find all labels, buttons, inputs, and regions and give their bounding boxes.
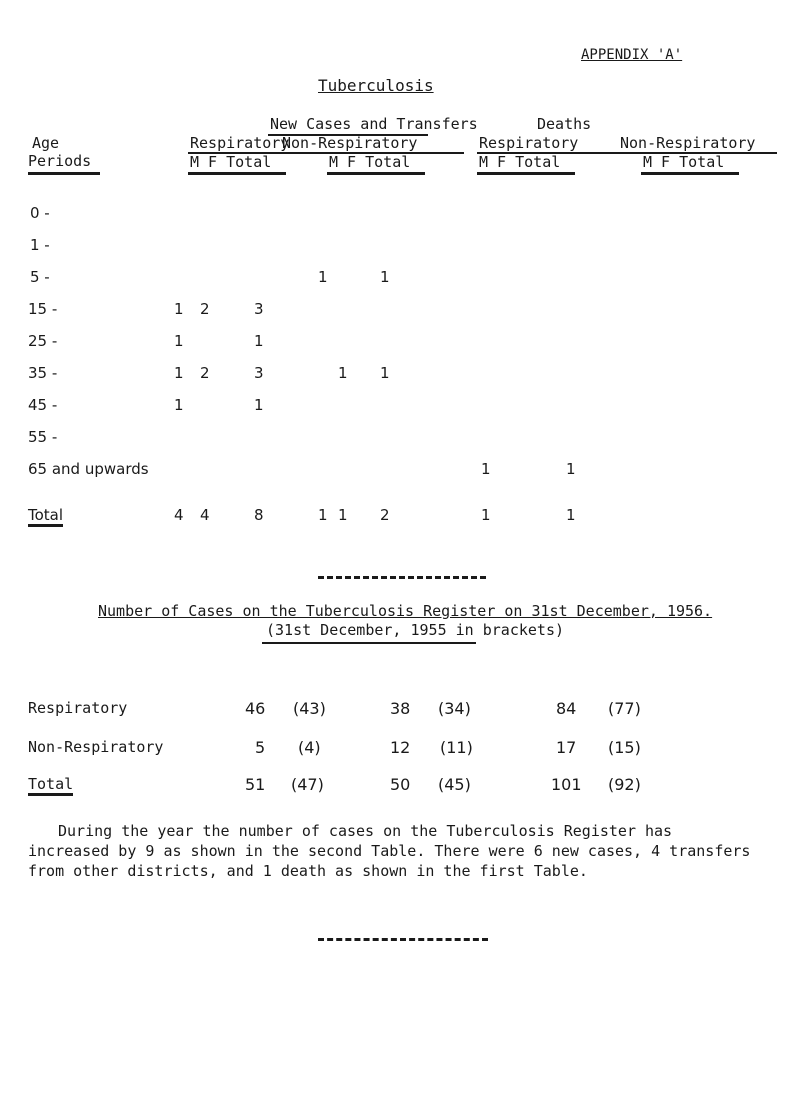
- register-subheading-rule: [262, 642, 476, 644]
- register-label: Respiratory: [28, 699, 128, 717]
- colhead-rule-1: [188, 172, 286, 175]
- age-label: 5 -: [30, 268, 50, 286]
- register-f-prev: (45): [438, 775, 471, 794]
- age-label: 65 and upwards: [28, 460, 149, 478]
- colhead-rule-4: [641, 172, 739, 175]
- register-m: 46: [245, 699, 266, 718]
- colhead-deaths-nonresp: M F Total: [643, 153, 725, 171]
- cell-total-deaths-resp-m: 1: [481, 506, 491, 524]
- cell-total-new-resp-m: 4: [174, 506, 184, 524]
- cell-total-new-nonresp-m: 1: [318, 506, 328, 524]
- header-new-nonresp: Non-Respiratory: [282, 134, 418, 152]
- cell-new-nonresp-total: 1: [380, 268, 390, 286]
- cell-new-resp-m: 1: [174, 396, 184, 414]
- cell-total-deaths-resp-total: 1: [566, 506, 576, 524]
- cell-new-nonresp-f: 1: [338, 364, 348, 382]
- register-label: Non-Respiratory: [28, 738, 164, 756]
- register-heading: Number of Cases on the Tuberculosis Register on 31st December, 1956.: [98, 602, 713, 620]
- paragraph-line: During the year the number of cases on the Tuberculosis Register has: [58, 822, 673, 840]
- register-m-prev: (43): [293, 699, 326, 718]
- colhead-new-nonresp: M F Total: [329, 153, 411, 171]
- header-age: Age: [32, 134, 60, 152]
- header-periods: Periods: [28, 152, 92, 170]
- colhead-rule-3: [477, 172, 575, 175]
- colhead-rule-2: [327, 172, 425, 175]
- age-label: 15 -: [28, 300, 58, 318]
- cell-new-resp-total: 1: [254, 332, 264, 350]
- register-m: 51: [245, 775, 266, 794]
- paragraph-line: increased by 9 as shown in the second Table. There were 6 new cases, 4 transfers: [28, 842, 751, 860]
- register-m-prev: (47): [291, 775, 324, 794]
- footer-divider: [318, 938, 488, 941]
- cell-deaths-resp-total: 1: [566, 460, 576, 478]
- register-total: 101: [551, 775, 582, 794]
- cell-new-nonresp-m: 1: [318, 268, 328, 286]
- cell-new-resp-f: 2: [200, 364, 210, 382]
- cell-new-resp-m: 1: [174, 300, 184, 318]
- register-f: 12: [390, 738, 411, 757]
- cell-new-resp-total: 3: [254, 300, 264, 318]
- age-label: 25 -: [28, 332, 58, 350]
- age-label: 45 -: [28, 396, 58, 414]
- header-new-cases: New Cases and Transfers: [270, 115, 478, 133]
- header-deaths-nonresp: Non-Respiratory: [620, 134, 756, 152]
- register-f: 50: [390, 775, 411, 794]
- cell-new-resp-total: 1: [254, 396, 264, 414]
- age-label: 55 -: [28, 428, 58, 446]
- header-deaths-resp: Respiratory: [479, 134, 579, 152]
- register-f: 38: [390, 699, 411, 718]
- register-total-prev: (15): [608, 738, 641, 757]
- register-total-label: Total: [28, 777, 73, 796]
- register-m-prev: (4): [298, 738, 321, 757]
- cell-total-new-nonresp-total: 2: [380, 506, 390, 524]
- cell-deaths-resp-m: 1: [481, 460, 491, 478]
- cell-new-nonresp-total: 1: [380, 364, 390, 382]
- paragraph-line: from other districts, and 1 death as shown in the first Table.: [28, 862, 588, 880]
- page-title: Tuberculosis: [318, 76, 434, 95]
- age-label: 1 -: [30, 236, 50, 254]
- appendix-label: APPENDIX 'A': [581, 47, 683, 63]
- total-label: Total: [28, 508, 63, 527]
- cell-total-new-nonresp-f: 1: [338, 506, 348, 524]
- cell-new-resp-m: 1: [174, 364, 184, 382]
- header-deaths: Deaths: [537, 115, 592, 133]
- colhead-deaths-resp: M F Total: [479, 153, 561, 171]
- register-total-prev: (92): [608, 775, 641, 794]
- header-periods-rule: [28, 172, 100, 175]
- age-label: 0 -: [30, 204, 50, 222]
- register-subheading: (31st December, 1955 in brackets): [266, 621, 565, 639]
- colhead-new-resp: M F Total: [190, 153, 272, 171]
- register-m: 5: [255, 738, 266, 757]
- register-total-prev: (77): [608, 699, 641, 718]
- register-f-prev: (34): [438, 699, 471, 718]
- header-new-resp: Respiratory: [190, 134, 290, 152]
- cell-total-new-resp-total: 8: [254, 506, 264, 524]
- register-total: 17: [556, 738, 577, 757]
- age-label: 35 -: [28, 364, 58, 382]
- section-divider: [318, 576, 486, 579]
- cell-new-resp-m: 1: [174, 332, 184, 350]
- register-f-prev: (11): [440, 738, 473, 757]
- cell-new-resp-total: 3: [254, 364, 264, 382]
- cell-total-new-resp-f: 4: [200, 506, 210, 524]
- cell-new-resp-f: 2: [200, 300, 210, 318]
- register-total: 84: [556, 699, 577, 718]
